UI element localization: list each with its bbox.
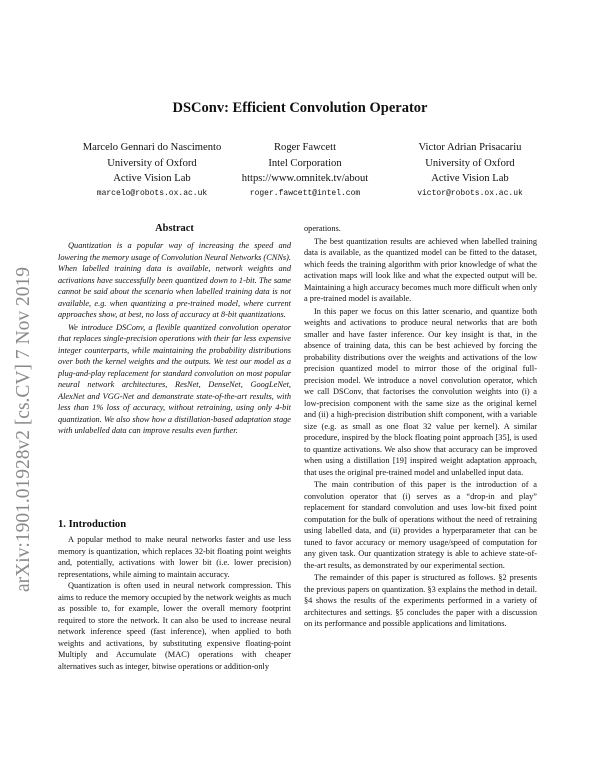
arxiv-stamp-text: arXiv:1901.01928v2 [cs.CV] 7 Nov 2019 (13, 267, 34, 592)
author-lab: Active Vision Lab (113, 173, 191, 184)
author-email: victor@robots.ox.ac.uk (417, 188, 523, 198)
author-name: Roger Fawcett (273, 142, 337, 153)
introduction-body (58, 534, 291, 672)
author-email: marcelo@robots.ox.ac.uk (96, 188, 208, 198)
author-1 (52, 140, 252, 201)
body-paragraph: In this paper we focus on this latter scenario, and quantize both weights and activations to produce neural networks that are both smaller and have faster inference. Our key insight is that, in the absence of training data, this can be best achieved by forcing the probability distributions over the weights and activations of the low precision quantized model to mirror those of the original full-precision model. We introduce a novel convolution operator, which we call DSConv, that factorises the convolution weights into (i) a low-precision component with the same size as the original kernel and (ii) a high-precision distribution shift component, with a variable size (e.g. as small as one float 32 value per kernel). A similar procedure, inspired by the block floating point approach [35], is used to quantize activations. We also show that accuracy can be improved when using a distillation [19] inspired weight adaptation approach, that uses the original pre-trained model and unlabelled input data. (304, 306, 537, 477)
body-paragraph: The main contribution of this paper is the introduction of a convolution operator that (i) serves as a “drop-in and play” replacement for standard convolution and uses low-bit fixed point computation for the bulk of operations without the need of retraining using labelled data, and (ii) provides a hyperparameter that can be tuned to favor accuracy or memory usage/speed of computation for any given task. Our quantization strategy is able to achieve state-of-the-art results, as demonstrated by our experimental section. (304, 480, 537, 570)
author-affiliation: Intel Corporation (268, 157, 342, 169)
author-affiliation: University of Oxford (425, 157, 515, 169)
paper-title: DSConv: Efficient Convolution Operator (172, 100, 428, 116)
author-url: https://www.omnitek.tv/about (241, 173, 369, 184)
author-name: Victor Adrian Prisacariu (418, 142, 522, 153)
body-paragraph: operations. (304, 224, 341, 233)
right-column-body (304, 223, 537, 630)
body-paragraph: The best quantization results are achieved when labelled training data is available, as the quantized model can be fitted to the dataset, which feeds the training algorithm with prior knowledge of what the activation maps will look like and what the expected output will be. Maintaining a high accuracy becomes much more difficult when only a pre-trained model is available. (304, 236, 537, 303)
author-lab: Active Vision Lab (431, 173, 509, 184)
body-paragraph: A popular method to make neural networks faster and use less memory is quantization, which replaces 32-bit floating point weights and, potentially, activations with lower bit (i.e. lower precision) representations, while aiming to maintain accuracy. (58, 535, 291, 579)
abstract-body (58, 240, 291, 437)
arxiv-stamp (7, 200, 37, 592)
abstract-paragraph: Quantization is a popular way of increasing the speed and lowering the memory usage of Convolution Neural Networks (CNNs). When labelled training data is available, network weights and activations have successfully been quantized down to 1-bit. The same cannot be said about the scenario when labelled training data is not available, e.g. when quantizing a pre-trained model, where current approaches show, at best, no loss of accuracy at 8-bit quantizations. (58, 241, 291, 319)
author-affiliation: University of Oxford (107, 157, 197, 169)
body-paragraph: Quantization is often used in neural network compression. This aims to reduce the memory occupied by the network weights as much as possible to, for example, lower the overall memory footprint required to store the network. It can also be used to increase neural network inference speed (fast inference), when applied to both weights and activations, by substituting expensive floating-point Multiply and Accumulate (MAC) operations with cheaper alternatives such as integer, bitwise operations or addition-only (58, 581, 291, 671)
abstract-heading: Abstract (155, 223, 194, 234)
author-name: Marcelo Gennari do Nascimento (82, 142, 222, 153)
author-2 (240, 140, 370, 201)
author-3 (388, 140, 552, 201)
section-heading-introduction: 1. Introduction (58, 519, 127, 530)
author-email: roger.fawcett@intel.com (249, 188, 361, 198)
body-paragraph: The remainder of this paper is structured as follows. §2 presents the previous papers on quantization. §3 explains the method in detail. §4 shows the results of the experiments performed in a variety of architectures and settings. §5 concludes the paper with a discussion on its performance and possible applications and limitations. (304, 573, 537, 628)
abstract-paragraph: We introduce DSConv, a flexible quantized convolution operator that replaces single-precision operations with their far less expensive integer counterparts, while maintaining the probability distributions over both the kernel weights and the outputs. We test our model as a plug-and-play replacement for standard convolution on most popular neural network architectures, ResNet, DenseNet, GoogLeNet, AlexNet and VGG-Net and demonstrate state-of-the-art results, with less than 1% loss of accuracy, without retraining, using only 4-bit quantization. We also show how a distillation-based adaptation stage with unlabelled data can improve results even further. (58, 322, 291, 435)
